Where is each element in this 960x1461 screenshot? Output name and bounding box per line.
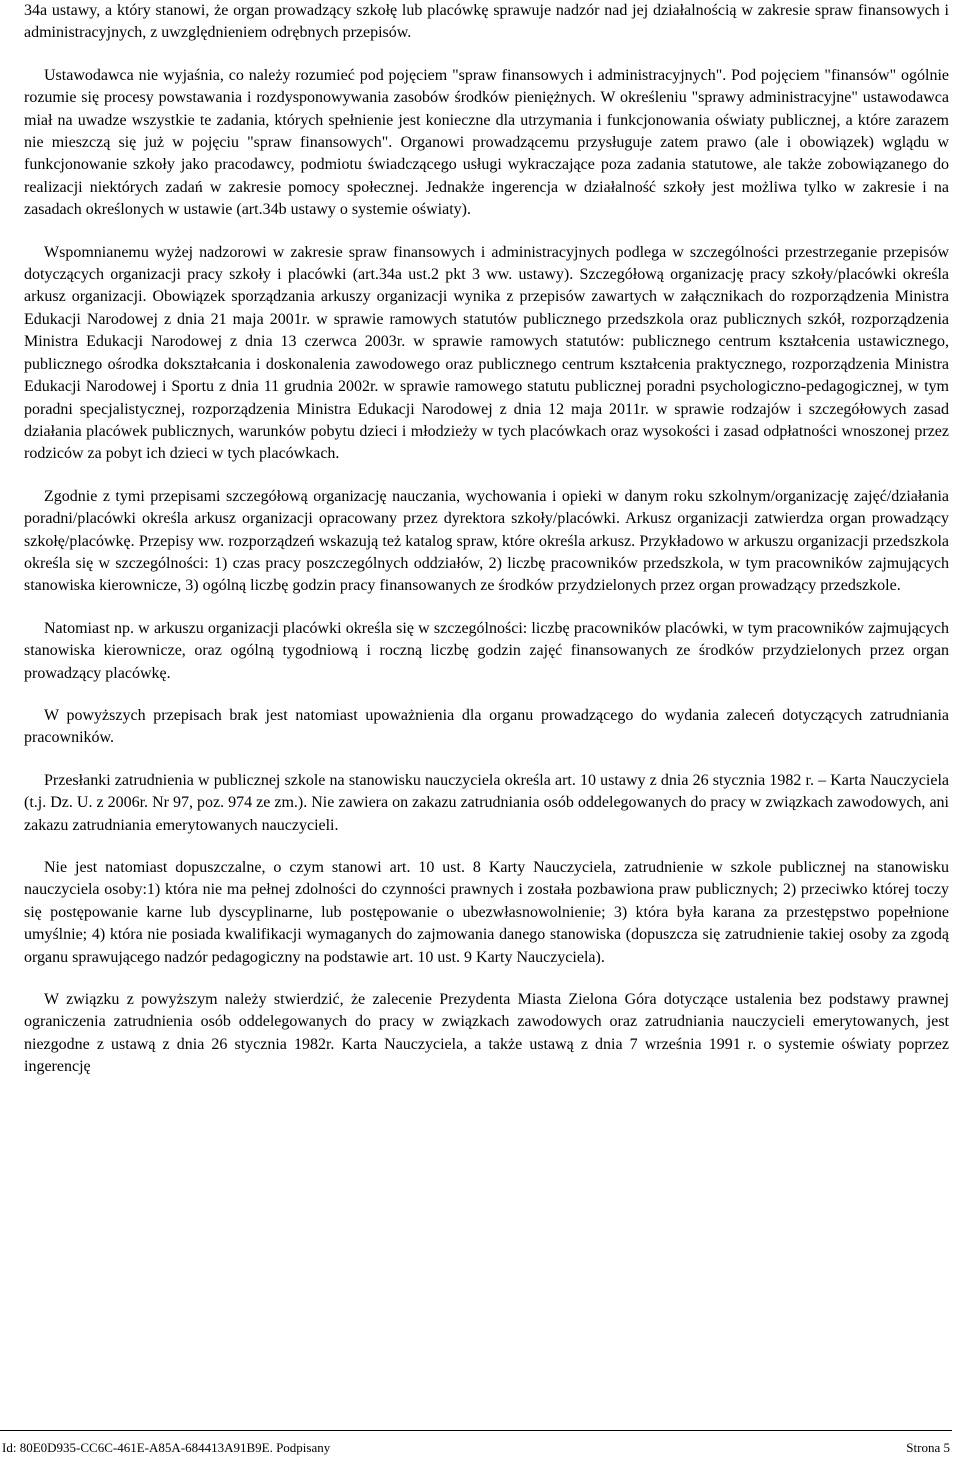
page-footer (0, 1430, 960, 1461)
paragraph-organization: Zgodnie z tymi przepisami szczegółową organizację nauczania, wychowania i opieki w danym roku szkolnym/organizację zajęć/działania poradni/placówki określa arkusz organizacji opracowany przez dyrektora szkoły/placówki. Arkusz organizacji zatwierdza organ prowadzący szkołę/placówkę. Przepisy ww. rozporządzeń wskazują też katalog spraw, które określa arkusz. Przykładowo w arkuszu organizacji przedszkola określa się w szczególności: 1) czas pracy poszczególnych oddziałów, 2) liczbę pracowników przedszkola, w tym pracowników zajmujących stanowiska kierownicze, 3) ogólną liczbę godzin pracy finansowanych ze środków przydzielonych przez organ prowadzący przedszkole. (24, 487, 949, 595)
paragraph-exclusions: Nie jest natomiast dopuszczalne, o czym stanowi art. 10 ust. 8 Karty Nauczyciela, zatrudnienie w szkole publicznej na stanowisku nauczyciela osoby:1) która nie ma pełnej zdolności do czynności prawnych i została pozbawiona praw publicznych; 2) przeciwko której toczy się postępowanie karne lub dyscyplinarne, lub postępowanie o ubezwłasnowolnienie; 3) która była karana za przestępstwo popełnione umyślnie; 4) która nie posiada kwalifikacji wymaganych do zajmowania danego stanowiska (dopuszcza się zatrudnienie takiej osoby za zgodą organu sprawującego nadzór pedagogiczny na podstawie art. 10 ust. 9 Karty Nauczyciela). (24, 859, 949, 966)
paragraph-employment-rules: Przesłanki zatrudnienia w publicznej szkole na stanowisku nauczyciela określa art. 10 ustawy z dnia 26 stycznia 1982 r. – Karta Nauczyciela (t.j. Dz. U. z 2006r. Nr 97, poz. 974 ze zm.). Nie zawiera on zakazu zatrudniania osób oddelegowanych do pracy w związkach zawodowych, ani zakazu zatrudniania emerytowanych nauczycieli. (24, 771, 949, 834)
paragraph-supervision: Wspomnianemu wyżej nadzorowi w zakresie spraw finansowych i administracyjnych podlega w szczególności przestrzeganie przepisów dotyczących organizacji pracy szkoły i placówki (art.34a ust.2 pkt 3 ww. ustawy). Szczegółową organizację pracy szkoły/placówki określa arkusz organizacji. Obowiązek sporządzania arkuszy organizacji wynika z przepisów zawartych w załącznikach do rozporządzenia Ministra Edukacji Narodowej z dnia 21 maja 2001r. w sprawie ramowych statutów publicznego przedszkola oraz publicznych szkół, rozporządzenia Ministra Edukacji Narodowej z dnia 13 czerwca 2003r. w sprawie ramowych statutów: publicznego centrum kształcenia ustawicznego, publicznego ośrodka dokształcania i doskonalenia zawodowego oraz publicznego centrum kształcenia praktycznego, rozporządzenia Ministra Edukacji Narodowej i Sportu z dnia 11 grudnia 2002r. w sprawie ramowego statutu publicznej poradni psychologiczno-pedagogicznej, w tym poradni specjalistycznej, rozporządzenia Ministra Edukacji Narodowej z dnia 12 maja 2011r. w sprawie rodzajów i szczegółowych zasad działania placówek publicznych, warunków pobytu dzieci i młodzieży w tych placówkach oraz wysokości i zasad odpłatności wnoszonej przez rodziców za pobyt ich dzieci w tych placówkach. (24, 243, 949, 463)
paragraph-conclusion: W związku z powyższym należy stwierdzić, że zalecenie Prezydenta Miasta Zielona Góra dotyczące ustalenia bez podstawy prawnej ograniczenia zatrudnienia osób oddelegowanych do pracy w związkach zawodowych oraz zatrudniania nauczycieli emerytowanych, jest niezgodne z ustawą z dnia 26 stycznia 1982r. Karta Nauczyciela, a także ustawą z dnia 7 września 1991 r. o systemie oświaty poprzez ingerencję (24, 991, 949, 1076)
paragraph-definition: Ustawodawca nie wyjaśnia, co należy rozumieć pod pojęciem "spraw finansowych i administracyjnych". Pod pojęciem "finansów" ogólnie rozumie się procesy powstawania i rozdysponowywania zasobów środków pieniężnych. W określeniu "sprawy administracyjne" ustawodawca miał na uwadze wszystkie te zadania, których spełnienie jest konieczne dla utrzymania i funkcjonowania oświaty publicznej, a które zarazem nie mieszczą się już w pojęciu "spraw finansowych". Organowi prowadzącemu przysługuje zatem prawo (ale i obowiązek) wglądu w funkcjonowanie szkoły jako pracodawcy, podmiotu świadczącego usługi wykraczające poza zadania statutowe, ale także zobowiązanego do realizacji niektórych zadań w zakresie pomocy społecznej. Jednakże ingerencja w działalność szkoły jest możliwa tylko w zakresie i na zasadach określonych w ustawie (art.34b ustawy o systemie oświaty). (24, 66, 949, 219)
paragraph-continuation: 34a ustawy, a który stanowi, że organ prowadzący szkołę lub placówkę sprawuje nadzór nad jej działalnością w zakresie spraw finansowych i administracyjnych, z uwzględnieniem odrębnych przepisów. (24, 2, 949, 42)
paragraph-facility: Natomiast np. w arkuszu organizacji placówki określa się w szczególności: liczbę pracowników placówki, w tym pracowników zajmujących stanowiska kierownicze, oraz ogólną tygodniową i roczną liczbę godzin zajęć finansowanych ze środków przydzielonych przez organ prowadzący placówkę. (24, 619, 949, 682)
document-page (24, 0, 949, 1099)
page-number: Strona 5 (906, 1440, 950, 1455)
footer-divider (0, 1430, 952, 1431)
document-id: Id: 80E0D935-CC6C-461E-A85A-684413A91B9E. Podpisany (2, 1440, 331, 1455)
paragraph-no-authority: W powyższych przepisach brak jest natomiast upoważnienia dla organu prowadzącego do wydania zaleceń dotyczących zatrudniania pracowników. (24, 706, 949, 747)
